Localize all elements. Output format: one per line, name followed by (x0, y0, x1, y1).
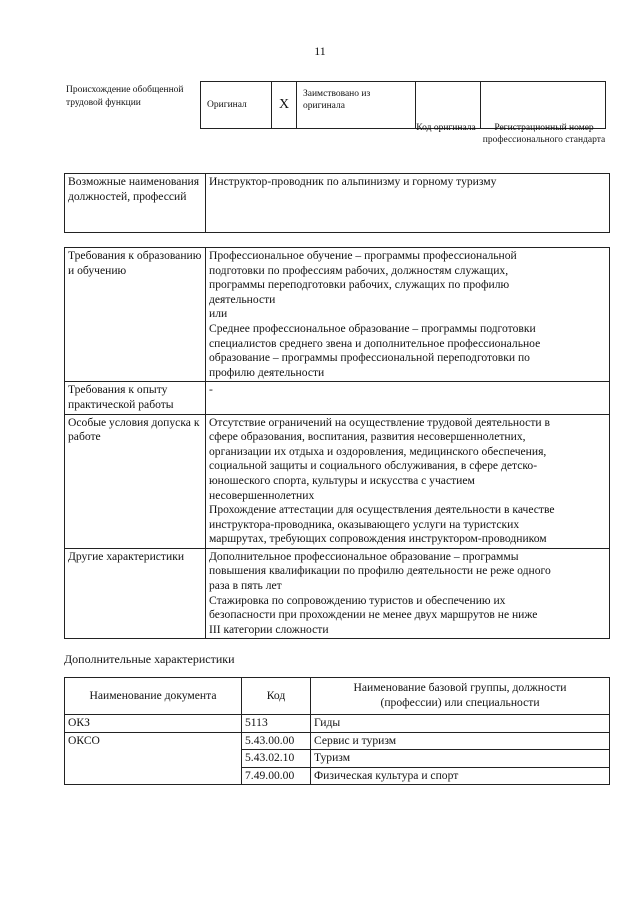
requirement-value (206, 248, 610, 382)
header-name: Наименование базовой группы, должности (профессии) или специальности (311, 678, 610, 715)
classifier-code: 5.43.00.00 (242, 732, 311, 750)
requirement-line: Стажировка по сопровождению туристов и обеспечению их (209, 593, 506, 607)
classifier-name: Физическая культура и спорт (311, 767, 610, 785)
additional-title: Дополнительные характеристики (64, 652, 235, 666)
classifier-document: ОКСО (65, 732, 242, 750)
requirement-line: Среднее профессиональное образование – программы подготовки (209, 321, 536, 335)
requirement-line: инструктора-проводника, оказывающего услуги на туристских (209, 517, 520, 531)
header-document: Наименование документа (65, 678, 242, 715)
borrowed-label: Заимствовано из оригинала (303, 89, 371, 111)
classifier-code: 7.49.00.00 (242, 767, 311, 785)
classifier-row (65, 732, 610, 750)
borrowed-cell (297, 82, 416, 129)
requirement-line: - (209, 383, 213, 397)
requirement-line: Прохождение аттестации для осуществления деятельности в качестве (209, 503, 555, 517)
requirement-label: Требования к опыту практической работы (65, 382, 206, 414)
original-mark: X (272, 82, 297, 129)
requirement-line: деятельности (209, 292, 276, 306)
original-label: Оригинал (207, 100, 247, 110)
original-cell (201, 82, 272, 129)
classifier-row (65, 750, 610, 768)
requirement-line: сфере образования, воспитания, развития несовершеннолетних, (209, 430, 526, 444)
requirement-label: Особые условия допуска к работе (65, 414, 206, 548)
requirement-line: повышения квалификации по профилю деятельности не реже одного (209, 564, 551, 578)
requirement-row (65, 382, 610, 414)
code-original-caption: Код оригинала (416, 123, 476, 133)
classifier-document (65, 750, 242, 768)
requirement-line: Профессиональное обучение – программы профессиональной (209, 249, 517, 262)
requirement-line: специалистов среднего звена и дополнительное профессиональное (209, 336, 541, 350)
requirement-line: маршрутах, требующих сопровождения инструктором-проводником (209, 532, 547, 546)
classifier-document (65, 767, 242, 785)
classifier-row (65, 715, 610, 733)
positions-label: Возможные наименования должностей, профессий (65, 174, 206, 233)
classifier-name: Сервис и туризм (311, 732, 610, 750)
positions-value: Инструктор-проводник по альпинизму и горному туризму (206, 174, 610, 233)
requirement-line: подготовки по профессиям рабочих, должностям служащих, (209, 263, 509, 277)
page-number: 11 (314, 44, 326, 58)
requirement-label: Другие характеристики (65, 548, 206, 639)
classifier-document: ОКЗ (65, 715, 242, 733)
classifier-code: 5.43.02.10 (242, 750, 311, 768)
requirement-value (206, 414, 610, 548)
requirements-table (64, 247, 610, 639)
classifier-row (65, 767, 610, 785)
requirement-line: профилю деятельности (209, 365, 325, 379)
requirement-row (65, 414, 610, 548)
requirement-line: программы переподготовки рабочих, служащих по профилю (209, 278, 510, 292)
requirement-line: Дополнительное профессиональное образование – программы (209, 549, 519, 563)
requirement-label: Требования к образованию и обучению (65, 248, 206, 382)
requirement-line: или (209, 307, 228, 321)
requirement-value (206, 548, 610, 639)
requirement-line: организации их отдыха и оздоровления, медицинского обеспечения, (209, 444, 547, 458)
classifier-name: Гиды (311, 715, 610, 733)
positions-table (64, 173, 610, 233)
requirement-line: раза в пять лет (209, 579, 282, 593)
requirement-line: юношеского спорта, культуры и искусства с участием (209, 473, 475, 487)
classifier-code: 5113 (242, 715, 311, 733)
requirement-line: образование – программы профессиональной переподготовки по (209, 351, 530, 365)
requirement-line: Отсутствие ограничений на осуществление трудовой деятельности в (209, 415, 550, 429)
requirement-value (206, 382, 610, 414)
requirement-line: социальной защиты и социального обслуживания, в сфере детско- (209, 459, 538, 473)
requirement-row (65, 548, 610, 639)
classifier-name: Туризм (311, 750, 610, 768)
additional-table (64, 677, 610, 785)
reg-number-caption: Регистрационный номер профессионального стандарта (482, 123, 606, 145)
requirement-line: III категории сложности (209, 622, 329, 636)
requirement-line: несовершеннолетних (209, 488, 315, 502)
requirement-row (65, 248, 610, 382)
origin-label: Происхождение обобщенной трудовой функции (66, 85, 184, 108)
requirement-line: безопасности при прохождении не менее двух маршрутов не ниже (209, 608, 538, 622)
header-code: Код (242, 678, 311, 715)
